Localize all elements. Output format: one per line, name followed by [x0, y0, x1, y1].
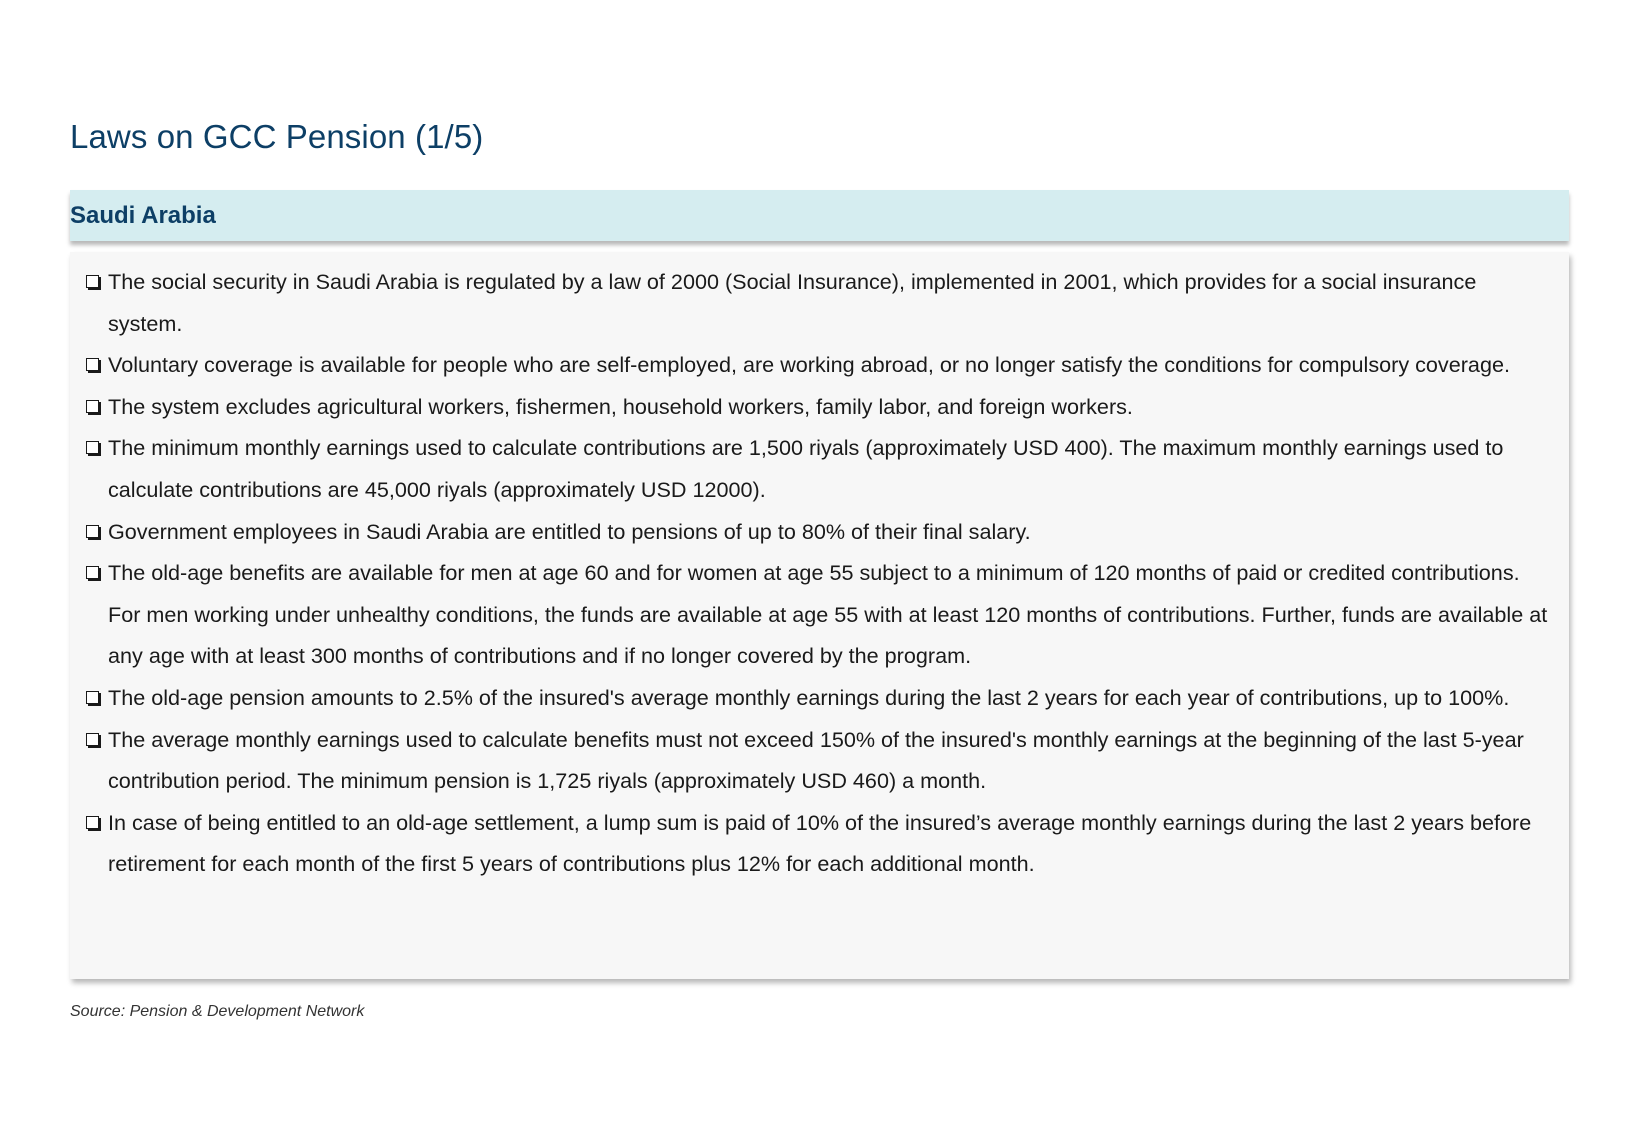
list-item-text: In case of being entitled to an old-age settlement, a lump sum is paid of 10% of the insured’s average monthly earnings during the last 2 years before retirement for each month of the first 5 years of contributions plus 12% for each additional month. [108, 809, 1532, 877]
list-item [86, 552, 1553, 677]
checkbox-bullet-icon [86, 441, 99, 454]
list-item [86, 511, 1553, 553]
list-item [86, 427, 1553, 510]
list-item-text: Government employees in Saudi Arabia are entitled to pensions of up to 80% of their final salary. [108, 518, 1031, 544]
list-item-text: The system excludes agricultural workers, fishermen, household workers, family labor, and foreign workers. [108, 393, 1133, 419]
checkbox-bullet-icon [86, 358, 99, 371]
list-item-text: The old-age benefits are available for men at age 60 and for women at age 55 subject to a minimum of 120 months of paid or credited contributions. For men working under unhealthy conditions, the funds are available at age 55 with at least 120 months of contributions. Further, funds are available at any age with at least 300 months of contributions and if no longer covered by the program. [108, 560, 1548, 669]
list-item-text: The minimum monthly earnings used to calculate contributions are 1,500 riyals (approximately USD 400). The maximum monthly earnings used to calculate contributions are 45,000 riyals (approximately USD 12000). [108, 435, 1504, 502]
list-item [86, 719, 1553, 802]
checkbox-bullet-icon [86, 275, 99, 288]
checkbox-bullet-icon [86, 733, 99, 746]
checkbox-bullet-icon [86, 525, 99, 538]
list-item-text: The old-age pension amounts to 2.5% of the insured's average monthly earnings during the last 2 years for each year of contributions, up to 100%. [108, 684, 1510, 710]
source-note: Source: Pension & Development Network [70, 1003, 365, 1020]
list-item-text: The average monthly earnings used to calculate benefits must not exceed 150% of the insured's monthly earnings at the beginning of the last 5-year contribution period. The minimum pension is 1,725 riyals (approximately USD 460) a month. [108, 726, 1524, 794]
checkbox-bullet-icon [86, 816, 99, 829]
list-item [86, 802, 1553, 885]
section-header [70, 190, 1569, 241]
list-item-text: Voluntary coverage is available for people who are self-employed, are working abroad, or no longer satisfy the conditions for compulsory coverage. [108, 352, 1510, 378]
content-box [70, 252, 1569, 979]
page-title: Laws on GCC Pension (1/5) [70, 118, 484, 155]
bullet-list [86, 261, 1553, 885]
list-item [86, 386, 1553, 428]
checkbox-bullet-icon [86, 691, 99, 704]
list-item [86, 344, 1553, 386]
checkbox-bullet-icon [86, 400, 99, 413]
list-item [86, 677, 1553, 719]
section-header-label: Saudi Arabia [70, 202, 216, 229]
list-item-text: The social security in Saudi Arabia is regulated by a law of 2000 (Social Insurance), implemented in 2001, which provides for a social insurance system. [108, 269, 1477, 336]
list-item [86, 261, 1553, 344]
checkbox-bullet-icon [86, 566, 99, 579]
